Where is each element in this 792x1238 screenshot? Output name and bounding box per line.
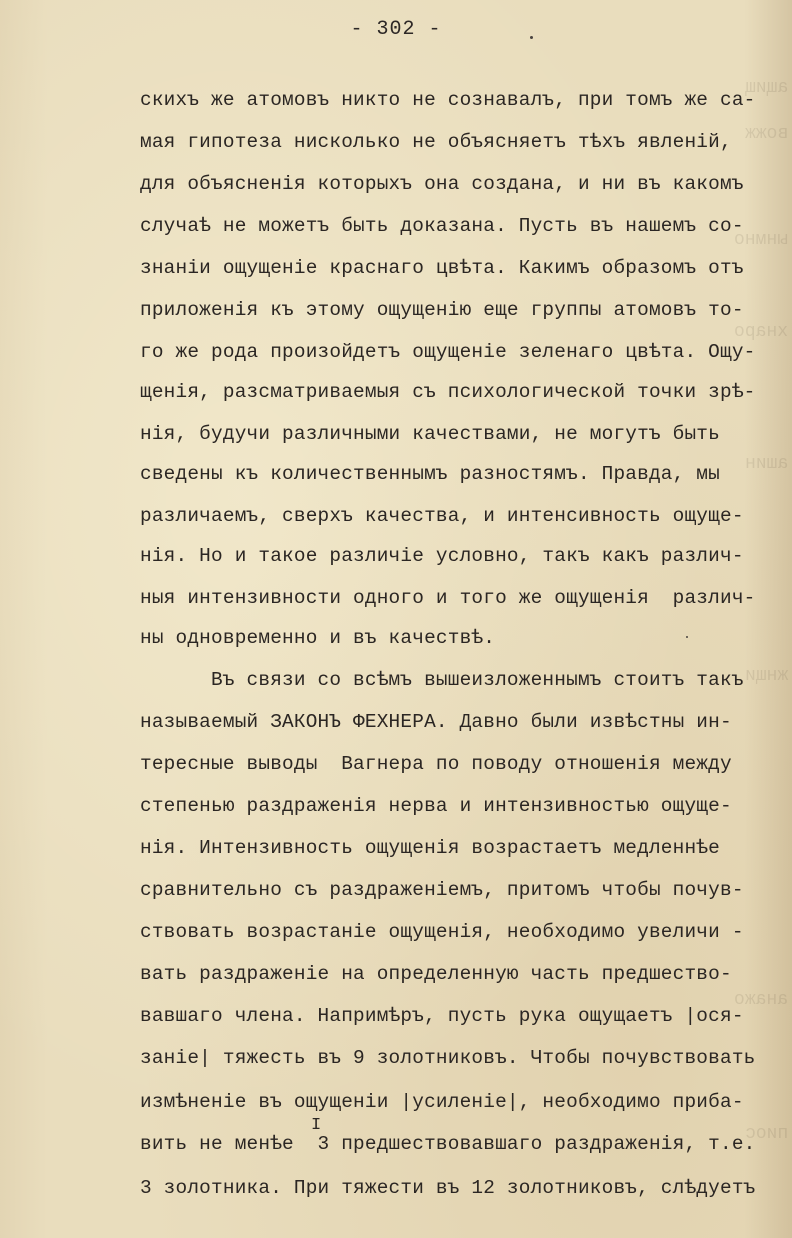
text-line: вить не менѣе 3 предшествовавшаго раздраженiя, т.е. (140, 1133, 756, 1155)
text-line: измѣненiе въ ощущенiи |усиленiе|, необходимо приба- (140, 1091, 744, 1113)
text-line: 3 золотника. При тяжести въ 12 золотниковъ, слѣдуетъ (140, 1177, 756, 1199)
stray-mark (530, 36, 533, 39)
text-line: вавшаго члена. Напримѣръ, пусть рука ощущаетъ |ося- (140, 1005, 744, 1027)
text-line: ны одновременно и въ качествѣ. (140, 627, 496, 649)
text-line: нiя. Интензивность ощущенiя возрастаетъ медленнѣе (140, 837, 720, 859)
text-line: занiе| тяжесть въ 9 золотниковъ. Чтобы почувствовать (140, 1047, 756, 1069)
text-line: различаемъ, сверхъ качества, и интенсивность ощуще- (140, 505, 744, 527)
text-line: случаѣ не можетъ быть доказана. Пусть въ нашемъ со- (140, 215, 744, 237)
bleed-through-text: ащищ вожж ынмно хнаро ашин жнщи анажо пиос (733, 78, 788, 1144)
text-line: для объясненiя которыхъ она создана, и ни въ какомъ (140, 173, 744, 195)
text-line: Въ связи со всѣмъ вышеизложеннымъ стоитъ такъ (140, 669, 744, 691)
stray-mark (686, 636, 688, 638)
text-line: ствовать возрастанiе ощущенiя, необходимо увеличи - (140, 921, 744, 943)
text-line: называемый ЗАКОНЪ ФЕХНЕРА. Давно были извѣстны ин- (140, 711, 732, 733)
text-line: нiя. Но и такое различiе условно, такъ какъ различ- (140, 545, 744, 567)
text-line: сравнительно съ раздраженiемъ, притомъ чтобы почув- (140, 879, 744, 901)
text-line: ныя интензивности одного и того же ощущенiя различ- (140, 587, 756, 609)
text-line: степенью раздраженiя нерва и интензивностью ощуще- (140, 795, 732, 817)
page-number: - 302 - (350, 18, 442, 41)
text-line: тересные выводы Вагнера по поводу отношенiя между (140, 753, 732, 775)
text-line: знанiи ощущенiе краснаго цвѣта. Какимъ образомъ отъ (140, 257, 744, 279)
text-line: скихъ же атомовъ никто не сознавалъ, при томъ же са- (140, 89, 756, 111)
text-line: вать раздраженiе на определенную часть предшество- (140, 963, 732, 985)
text-line: приложенiя къ этому ощущенiю еще группы атомовъ то- (140, 299, 744, 321)
text-line: го же рода произойдетъ ощущенiе зеленаго цвѣта. Ощу- (140, 341, 756, 363)
text-line: нiя, будучи различными качествами, не могутъ быть (140, 423, 720, 445)
text-line: мая гипотеза нисколько не объясняетъ тѣхъ явленiй, (140, 131, 732, 153)
text-line: щенiя, разсматриваемыя съ психологической точки зрѣ- (140, 381, 756, 403)
fraction-numerator: I (311, 1116, 322, 1135)
text-line: сведены къ количественнымъ разностямъ. Правда, мы (140, 463, 720, 485)
